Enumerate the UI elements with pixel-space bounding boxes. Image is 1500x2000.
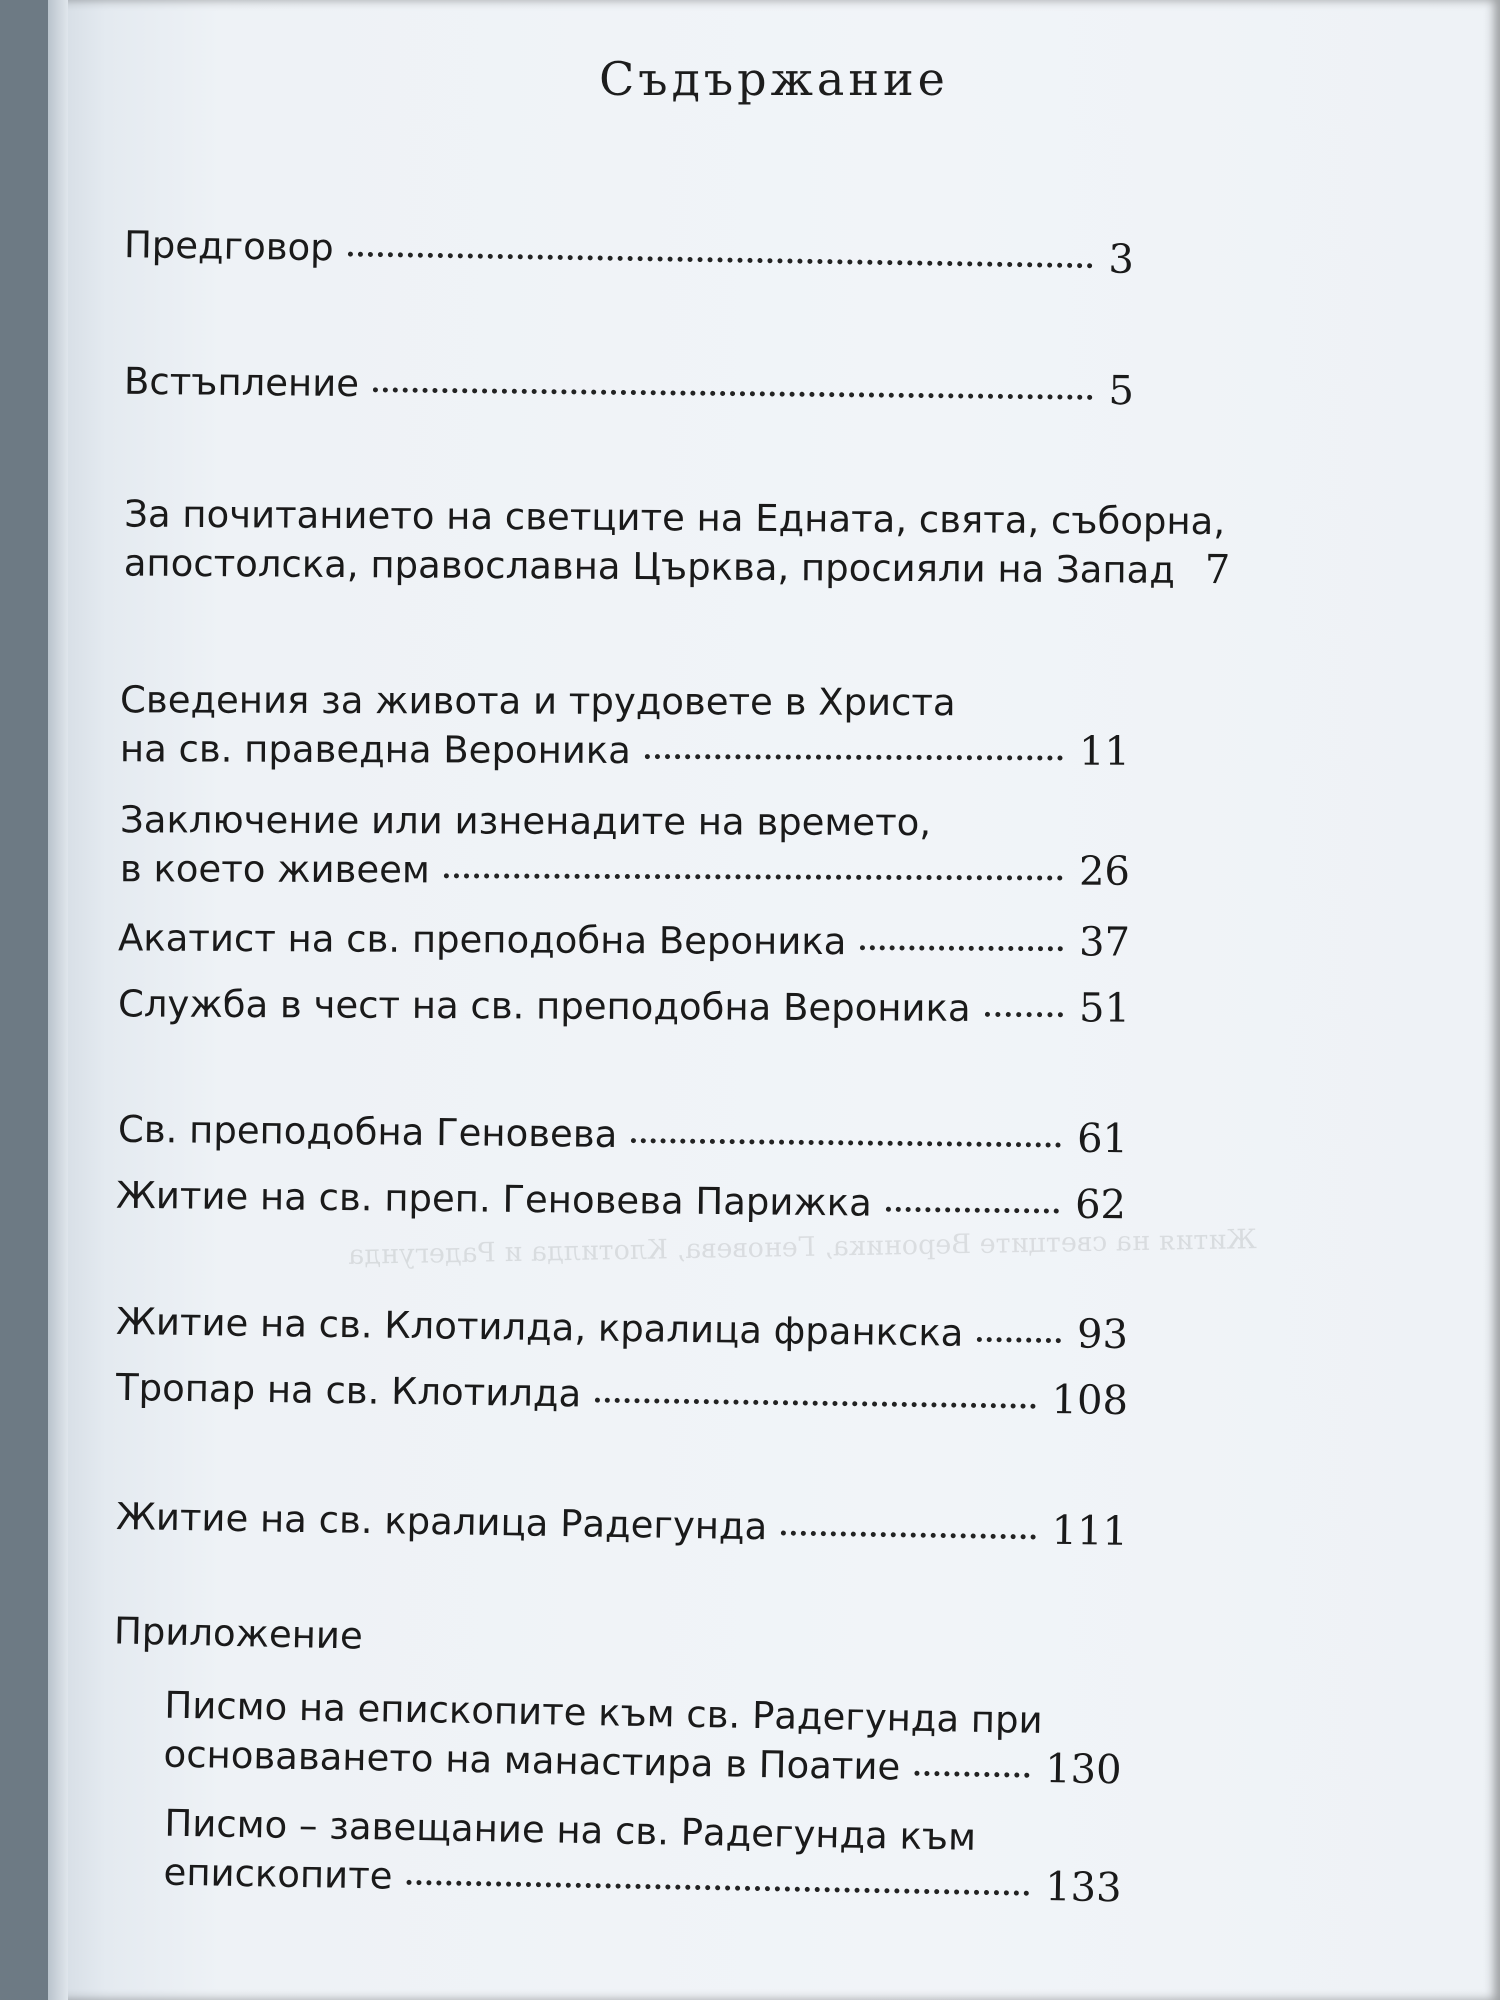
entry-title: апостолска, православна Църква, просияли на Запад xyxy=(123,541,1176,592)
entry-title: Житие на св. преп. Геновева Парижка xyxy=(115,1173,873,1225)
entry-title: основаването на манастира в Поатие xyxy=(163,1732,901,1789)
page-number: 5 xyxy=(1108,368,1135,415)
entry-title: Св. преподобна Геновева xyxy=(117,1107,618,1156)
page-number: 108 xyxy=(1051,1377,1129,1425)
toc-entry xyxy=(118,913,1130,967)
toc-entry xyxy=(118,979,1130,1033)
entry-title: Житие на св. Клотилда, кралица франкска xyxy=(115,1299,964,1355)
toc-entry xyxy=(116,1171,1126,1231)
page-number: 62 xyxy=(1074,1181,1127,1229)
page-number: 111 xyxy=(1051,1507,1129,1555)
dot-leader xyxy=(886,1207,1059,1214)
toc-entry xyxy=(123,490,1231,594)
entry-title: За почитанието на светците на Едната, свята, съборна, xyxy=(124,492,1226,544)
dot-leader xyxy=(595,1398,1035,1409)
entry-title: на св. праведна Вероника xyxy=(119,727,631,773)
toc-entry xyxy=(124,220,1135,285)
page-number: 11 xyxy=(1078,728,1130,775)
appendix-heading: Приложение xyxy=(113,1609,364,1658)
dot-leader xyxy=(406,1880,1029,1896)
entry-title: Акатист на св. преподобна Вероника xyxy=(117,916,847,964)
entry-title: Писмо – завещание на св. Радегунда към xyxy=(164,1801,977,1859)
dot-leader xyxy=(631,1138,1061,1148)
entry-title: Тропар на св. Клотилда xyxy=(115,1365,582,1416)
bleed-through-text: Жития на светците Вероника, Геновева, Клотилда и Радегунда xyxy=(347,1224,1257,1271)
entry-title: Житие на св. кралица Радегунда xyxy=(115,1495,768,1549)
entry-title: Предговор xyxy=(123,223,335,270)
toc-entry xyxy=(116,1363,1129,1426)
page-title: Съдържание xyxy=(599,52,949,106)
page-number: 51 xyxy=(1078,985,1131,1032)
page-number: 3 xyxy=(1108,236,1135,283)
dot-leader xyxy=(348,252,1093,269)
book-page xyxy=(48,0,1500,2000)
entry-title: Писмо на епископите към св. Радегунда при xyxy=(164,1683,1043,1742)
entry-title: в което живеем xyxy=(119,847,430,892)
toc-entry xyxy=(116,1492,1129,1557)
page-number: 7 xyxy=(1204,547,1231,594)
dot-leader xyxy=(985,1012,1064,1017)
appendix-entry xyxy=(163,1682,1123,1796)
entry-title: Встъпление xyxy=(123,359,360,406)
entry-title: Служба в чест на св. преподобна Вероника xyxy=(117,982,971,1030)
toc-entry xyxy=(124,357,1134,417)
page-number: 26 xyxy=(1078,848,1130,895)
toc-entry xyxy=(118,1105,1128,1165)
entry-title: Заключение или изненадите на времето, xyxy=(120,798,932,845)
dot-leader xyxy=(645,754,1063,760)
dot-leader xyxy=(914,1771,1029,1778)
page-number: 93 xyxy=(1076,1311,1129,1359)
entry-title: Сведения за живота и трудовете в Христа xyxy=(120,678,956,725)
page-number: 37 xyxy=(1078,919,1131,966)
dot-leader xyxy=(860,945,1063,951)
page-number: 130 xyxy=(1044,1746,1122,1794)
dot-leader xyxy=(373,387,1093,400)
dot-leader xyxy=(444,873,1063,880)
toc-entry xyxy=(120,676,1130,777)
page-edge xyxy=(48,0,68,2000)
toc-entry xyxy=(116,1297,1129,1360)
appendix-entry xyxy=(163,1800,1123,1914)
page-number: 133 xyxy=(1044,1864,1122,1912)
dot-leader xyxy=(781,1531,1035,1540)
dot-leader xyxy=(977,1337,1061,1343)
page-number: 61 xyxy=(1076,1115,1129,1163)
entry-title: епископите xyxy=(163,1850,393,1898)
toc-entry xyxy=(120,796,1130,897)
